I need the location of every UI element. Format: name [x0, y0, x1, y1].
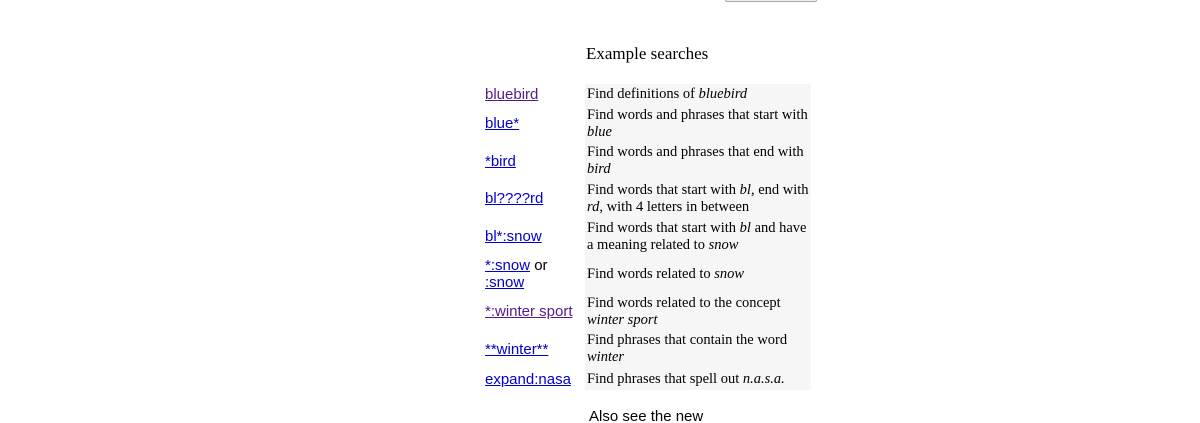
example-row-bluebird — [482, 84, 811, 105]
example-row-prefix-meaning — [482, 218, 811, 256]
example-link-prefix-meaning[interactable]: bl*:snow — [485, 228, 542, 246]
example-link-contains[interactable]: **winter** — [485, 340, 549, 358]
example-link-bird-suffix[interactable]: *bird — [485, 152, 516, 170]
example-description: Find definitions of bluebird — [585, 84, 811, 105]
example-row-contains — [482, 331, 811, 369]
example-row-blue-prefix — [482, 105, 811, 143]
examples-table — [482, 84, 811, 390]
example-row-concept — [482, 293, 811, 331]
example-description: Find phrases that contain the word winter — [585, 331, 811, 369]
example-description: Find words and phrases that start with blue — [585, 105, 811, 143]
search-button[interactable] — [725, 0, 817, 2]
example-link-bluebird[interactable]: bluebird — [485, 86, 539, 103]
example-link-related-snow[interactable]: *:snow — [485, 257, 531, 275]
example-description: Find phrases that spell out n.a.s.a. — [585, 368, 811, 390]
example-link-wildcard-letters[interactable]: bl????rd — [485, 190, 544, 208]
example-link-blue-prefix[interactable]: blue* — [485, 115, 520, 133]
example-row-wildcard-letters — [482, 180, 811, 218]
example-description: Find words related to the concept winter sport — [585, 293, 811, 331]
example-description: Find words that start with bl and have a meaning related to snow — [585, 218, 811, 256]
example-row-expand — [482, 368, 811, 390]
example-row-related-snow — [482, 255, 811, 293]
example-link-related-snow-alt[interactable]: :snow — [485, 274, 525, 292]
example-row-bird-suffix — [482, 143, 811, 181]
also-see-text: Also see the new — [589, 408, 704, 423]
example-description: Find words related to snow — [585, 255, 811, 293]
examples-heading: Example searches — [586, 44, 709, 63]
example-link-expand[interactable]: expand:nasa — [485, 370, 571, 388]
example-link-concept[interactable]: *:winter sport — [485, 303, 573, 321]
example-description: Find words that start with bl, end with rd, with 4 letters in between — [585, 180, 811, 218]
example-description: Find words and phrases that end with bird — [585, 143, 811, 181]
or-label: or — [530, 257, 548, 275]
